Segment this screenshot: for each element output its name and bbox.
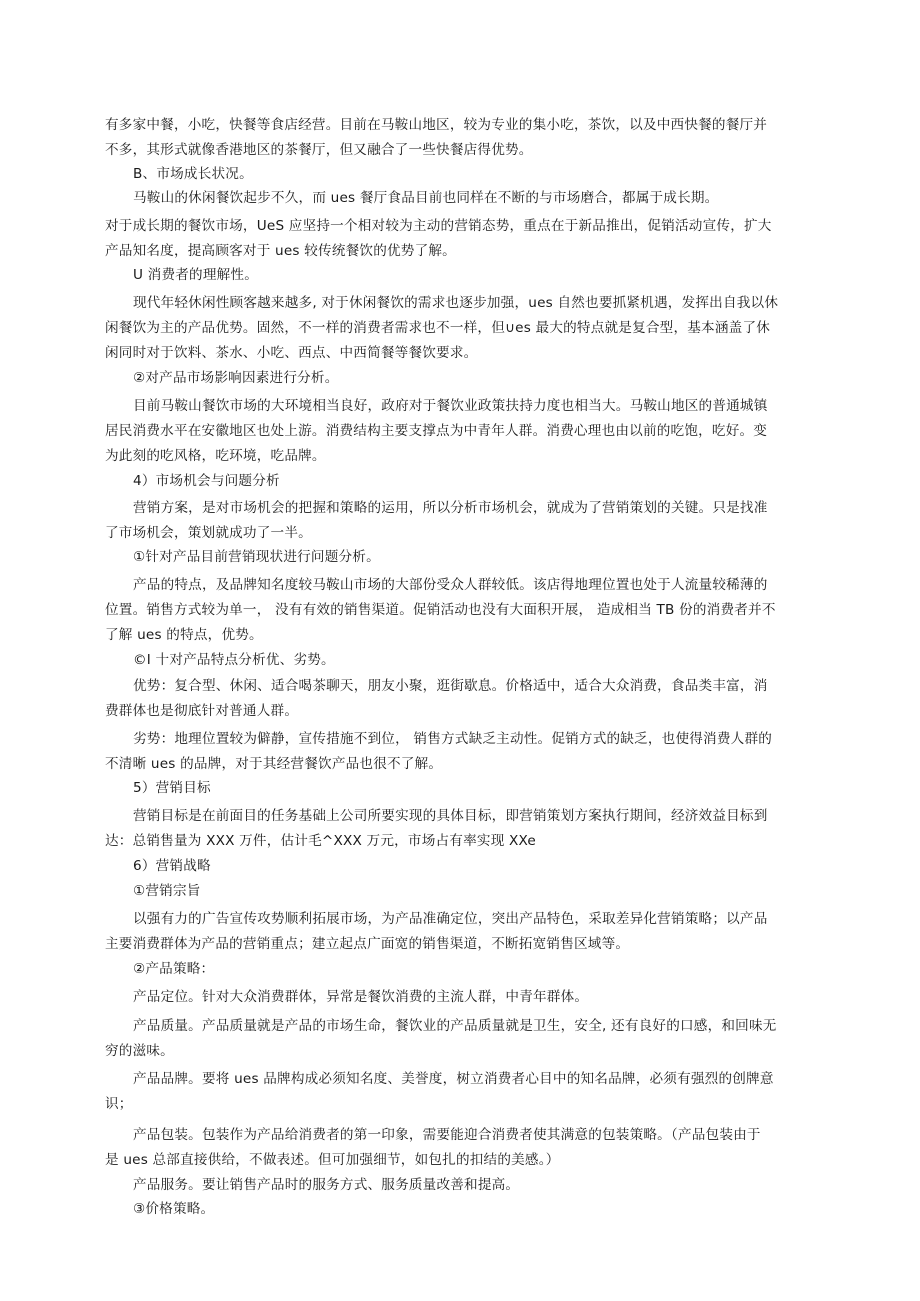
text-line: 产品的特点，及品牌知名度较马鞍山市场的大部份受众人群较低。该店得地理位置也处于人流量较稀薄的 <box>133 577 768 593</box>
text-line: 6）营销战略 <box>133 858 211 874</box>
text-line: 为此刻的吃风格，吃环境，吃品牌。 <box>105 448 326 464</box>
text-line: 现代年轻休闲性顾客越来越多, 对于休闲餐饮的需求也逐步加强，ues 自然也要抓紧机遇，发挥出自我以休 <box>133 295 779 311</box>
text-line: 4）市场机会与问题分析 <box>133 473 280 489</box>
text-line: ①针对产品目前营销现状进行问题分析。 <box>133 549 380 565</box>
text-line: B、市场成长状况。 <box>133 166 253 182</box>
text-line: 是 ues 总部直接供给，不做表述。但可加强细节，如包扎的扣结的美感。） <box>105 1152 560 1168</box>
text-line: 以强有力的广告宣传攻势顺利拓展市场，为产品准确定位，突出产品特色，采取差异化营销策略；以产品 <box>133 911 768 927</box>
text-line: ①营销宗旨 <box>133 883 201 899</box>
text-line: 费群体也是彻底针对普通人群。 <box>105 703 299 719</box>
text-line: U 消费者的理解性。 <box>133 267 259 283</box>
text-line: 目前马鞍山餐饮市场的大环境相当良好，政府对于餐饮业政策扶持力度也相当大。马鞍山地区的普通城镇 <box>133 398 768 414</box>
text-line: 营销方案，是对市场机会的把握和策略的运用，所以分析市场机会，就成为了营销策划的关键。只是找准 <box>133 500 768 516</box>
text-line: 营销目标是在前面目的任务基础上公司所要实现的具体目标，即营销策划方案执行期间，经济效益目标到 <box>133 808 768 824</box>
text-line: 马鞍山的休闲餐饮起步不久，而 ues 餐厅食品目前也同样在不断的与市场磨合，都属于成长期。 <box>133 190 719 206</box>
text-line: 闲餐饮为主的产品优势。固然，不一样的消费者需求也不一样，但∪es 最大的特点就是复合型，基本涵盖了休 <box>105 320 771 336</box>
text-line: 产品服务。要让销售产品时的服务方式、服务质量改善和提高。 <box>133 1177 520 1193</box>
text-line: 产品定位。针对大众消费群体，异常是餐饮消费的主流人群，中青年群体。 <box>133 989 589 1005</box>
text-line: 主要消费群体为产品的营销重点；建立起点广面宽的销售渠道，不断拓宽销售区域等。 <box>105 936 630 952</box>
text-line: 闲同时对于饮料、茶水、小吃、西点、中西简餐等餐饮要求。 <box>105 345 478 361</box>
text-line: 位置。销售方式较为单一， 没有有效的销售渠道。促销活动也没有大面积开展， 造成相当 TB 份的消费者并不 <box>105 602 776 618</box>
text-line: 产品知名度，提高顾客对于 ues 较传统餐饮的优势了解。 <box>105 243 456 259</box>
text-line: 产品质量。产品质量就是产品的市场生命，餐饮业的产品质量就是卫生，安全, 还有良好的口感，和回味无 <box>133 1018 777 1034</box>
text-line: 识； <box>105 1096 133 1112</box>
text-line: ③价格策略。 <box>133 1201 215 1217</box>
text-line: 5）营销目标 <box>133 780 211 796</box>
text-line: ©I 十对产品特点分析优、劣势。 <box>133 652 335 668</box>
text-line: 不清晰 ues 的品牌，对于其经营餐饮产品也很不了解。 <box>105 756 443 772</box>
text-line: 产品品牌。要将 ues 品牌构成必须知名度、美誉度，树立消费者心目中的知名品牌，必须有强烈的创牌意 <box>133 1071 774 1087</box>
text-line: 对于成长期的餐饮市场，UeS 应坚持一个相对较为主动的营销态势，重点在于新品推出，促销活动宣传，扩大 <box>105 218 772 234</box>
text-line: ②产品策略： <box>133 961 215 977</box>
text-line: 劣势：地理位置较为僻静，宣传措施不到位， 销售方式缺乏主动性。促销方式的缺乏，也使得消费人群的 <box>133 731 773 747</box>
text-line: 了市场机会，策划就成功了一半。 <box>105 525 312 541</box>
text-line: 优势：复合型、休闲、适合喝茶聊天，朋友小聚，逛街歇息。价格适中，适合大众消费，食品类丰富，消 <box>133 678 768 694</box>
text-line: 有多家中餐，小吃，快餐等食店经营。目前在马鞍山地区，较为专业的集小吃，茶饮，以及中西快餐的餐厅并 <box>105 117 768 133</box>
text-line: 达：总销售量为 XXX 万件，估计毛^XXX 万元，市场占有率实现 XXe <box>105 833 536 849</box>
text-line: 产品包装。包装作为产品给消费者的第一印象，需要能迎合消费者使其满意的包装策略。（产品包装由于 <box>133 1127 761 1143</box>
text-line: 了解 ues 的特点，优势。 <box>105 627 263 643</box>
text-line: 穷的滋味。 <box>105 1043 174 1059</box>
text-line: 居民消费水平在安徽地区也处上游。消费结构主要支撑点为中青年人群。消费心理也由以前的吃饱，吃好。变 <box>105 423 768 439</box>
text-line: ②对产品市场影响因素进行分析。 <box>133 370 339 386</box>
text-line: 不多，其形式就像香港地区的茶餐厅，但又融合了一些快餐店得优势。 <box>105 142 533 158</box>
